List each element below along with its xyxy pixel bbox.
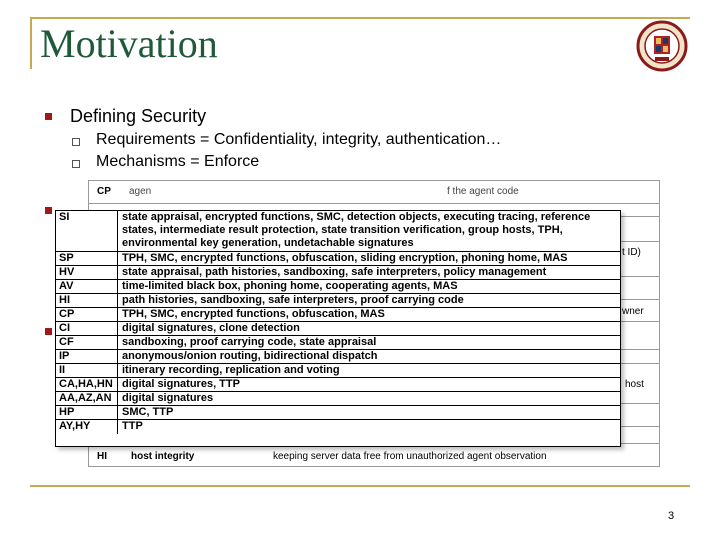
page-number: 3 xyxy=(668,510,675,522)
back-fragment-text: wner xyxy=(622,306,644,317)
table-cell-code: AY,HY xyxy=(56,420,118,434)
table-row xyxy=(56,364,620,378)
table-row xyxy=(56,266,620,280)
table-cell-mechanisms: anonymous/onion routing, bidirectional dispatch xyxy=(122,350,378,362)
frame-top-rule xyxy=(30,17,690,19)
table-cell-mechanisms: time-limited black box, phoning home, cooperating agents, MAS xyxy=(122,280,458,292)
table-row xyxy=(56,322,620,336)
table-cell-mechanisms: SMC, TTP xyxy=(122,406,174,418)
table-cell-code: SP xyxy=(56,252,118,265)
table-row xyxy=(56,280,620,294)
bullet-marker xyxy=(45,207,52,214)
table-cell-code: II xyxy=(56,364,118,377)
back-cp-desc-start: agen xyxy=(129,186,152,197)
table-row xyxy=(56,420,620,434)
bullet-marker xyxy=(45,113,52,120)
table-cell-mechanisms: TPH, SMC, encrypted functions, obfuscation, sliding encryption, phoning home, MAS xyxy=(122,252,568,264)
back-fragment-text: t ID) xyxy=(622,247,641,258)
table-cell-mechanisms: itinerary recording, replication and voting xyxy=(122,364,340,376)
back-row-divider xyxy=(89,203,659,204)
back-hi-code: HI xyxy=(97,451,107,462)
table-row xyxy=(56,294,620,308)
table-cell-code: CP xyxy=(56,308,118,321)
table-row xyxy=(56,406,620,420)
table-cell-mechanisms: digital signatures xyxy=(122,392,214,404)
table-cell-code: CI xyxy=(56,322,118,335)
sub-bullet-marker xyxy=(72,138,80,146)
back-hi-desc: keeping server data free from unauthorized agent observation xyxy=(273,451,547,462)
bullet-defining-security: Defining Security xyxy=(70,106,207,126)
frame-bottom-rule xyxy=(30,485,690,487)
table-row xyxy=(56,350,620,364)
security-mechanisms-table xyxy=(55,210,621,447)
table-cell-mechanisms: TTP xyxy=(122,420,143,432)
table-cell-mechanisms: digital signatures, clone detection xyxy=(122,322,300,334)
table-row xyxy=(56,336,620,350)
back-fragment-text: host xyxy=(625,379,644,390)
sub-bullet-requirements: Requirements = Confidentiality, integrity, authentication… xyxy=(96,131,502,148)
back-cp-code: CP xyxy=(97,186,111,197)
table-cell-code: HI xyxy=(56,294,118,307)
table-row xyxy=(56,378,620,392)
frame-left-rule xyxy=(30,17,32,69)
back-hi-name: host integrity xyxy=(131,451,195,462)
table-cell-code: CA,HA,HN xyxy=(56,378,118,391)
university-seal-icon xyxy=(636,20,688,72)
table-cell-code: IP xyxy=(56,350,118,363)
table-cell-mechanisms: sandboxing, proof carrying code, state appraisal xyxy=(122,336,377,348)
back-cp-desc-end: f the agent code xyxy=(447,186,519,197)
table-cell-code: SI xyxy=(56,211,118,251)
table-cell-mechanisms: TPH, SMC, encrypted functions, obfuscation, MAS xyxy=(122,308,385,320)
table-cell-code: CF xyxy=(56,336,118,349)
table-row xyxy=(56,392,620,406)
bullet-marker xyxy=(45,328,52,335)
table-cell-code: AV xyxy=(56,280,118,293)
table-cell-mechanisms: state appraisal, path histories, sandboxing, safe interpreters, policy management xyxy=(122,266,547,278)
table-cell-code: AA,AZ,AN xyxy=(56,392,118,405)
table-cell-mechanisms: digital signatures, TTP xyxy=(122,378,240,390)
table-cell-code: HP xyxy=(56,406,118,419)
sub-bullet-marker xyxy=(72,160,80,168)
table-cell-mechanisms: path histories, sandboxing, safe interpreters, proof carrying code xyxy=(122,294,464,306)
slide-title: Motivation xyxy=(40,21,218,66)
table-cell-mechanisms: state appraisal, encrypted functions, SMC, detection objects, executing tracing, reference states, intermediate result protection, state transition verification, group hosts, TPH, environmental key generation, undetachable signatures xyxy=(122,211,591,249)
table-cell-code: HV xyxy=(56,266,118,279)
table-row xyxy=(56,211,620,252)
table-row xyxy=(56,252,620,266)
table-row xyxy=(56,308,620,322)
sub-bullet-mechanisms: Mechanisms = Enforce xyxy=(96,153,260,170)
